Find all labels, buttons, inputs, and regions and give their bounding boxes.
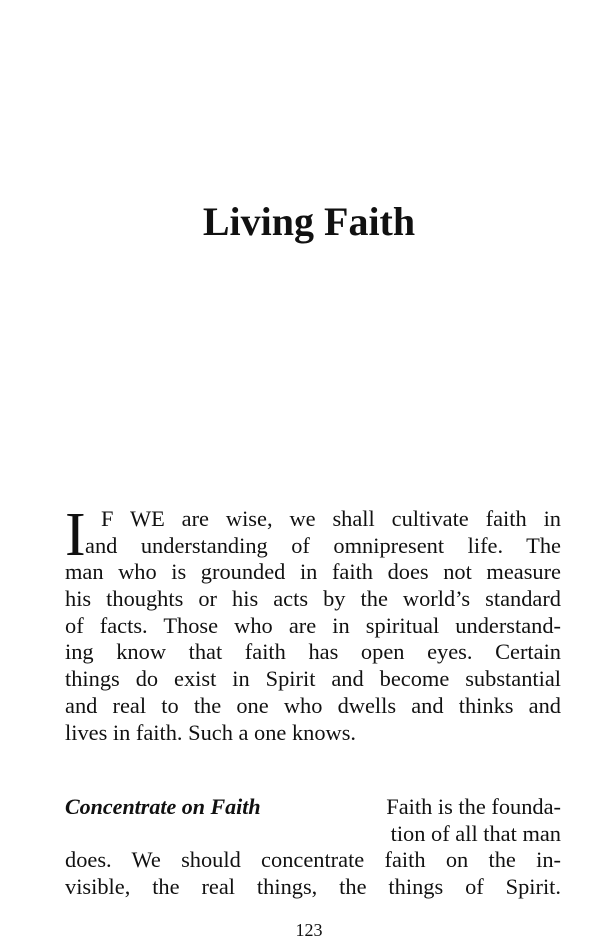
section-heading: Concentrate on Faith [65, 794, 261, 819]
section-paragraph-start [356, 794, 561, 847]
paragraph-line: F WE are wise, we shall cultivate faith in [101, 506, 561, 531]
paragraph-line: of facts. Those who are in spiritual understand- [65, 612, 561, 638]
paragraph-line: visible, the real things, the things of Spirit. [65, 873, 561, 899]
paragraph-line: and real to the one who dwells and thinks and [65, 692, 561, 718]
paragraph-line: does. We should concentrate faith on the in- [65, 847, 561, 872]
paragraph-line: and understanding of omnipresent life. The [85, 532, 561, 558]
paragraph-line: tion of all that man [390, 820, 561, 846]
paragraph-line: Faith is the founda- [386, 794, 561, 819]
paragraph-line: things do exist in Spirit and become substantial [65, 666, 561, 692]
opening-paragraph [65, 506, 561, 746]
drop-cap: I [65, 510, 86, 562]
paragraph-line: his thoughts or his acts by the world’s standard [65, 586, 561, 612]
paragraph-line: man who is grounded in faith does not measure [65, 559, 561, 585]
paragraph-line: ing know that faith has open eyes. Certain [65, 639, 561, 665]
paragraph-line: lives in faith. Such a one knows. [65, 719, 357, 745]
page-number: 123 [295, 920, 323, 940]
chapter-title: Living Faith [202, 199, 416, 244]
section-paragraph [65, 847, 561, 900]
